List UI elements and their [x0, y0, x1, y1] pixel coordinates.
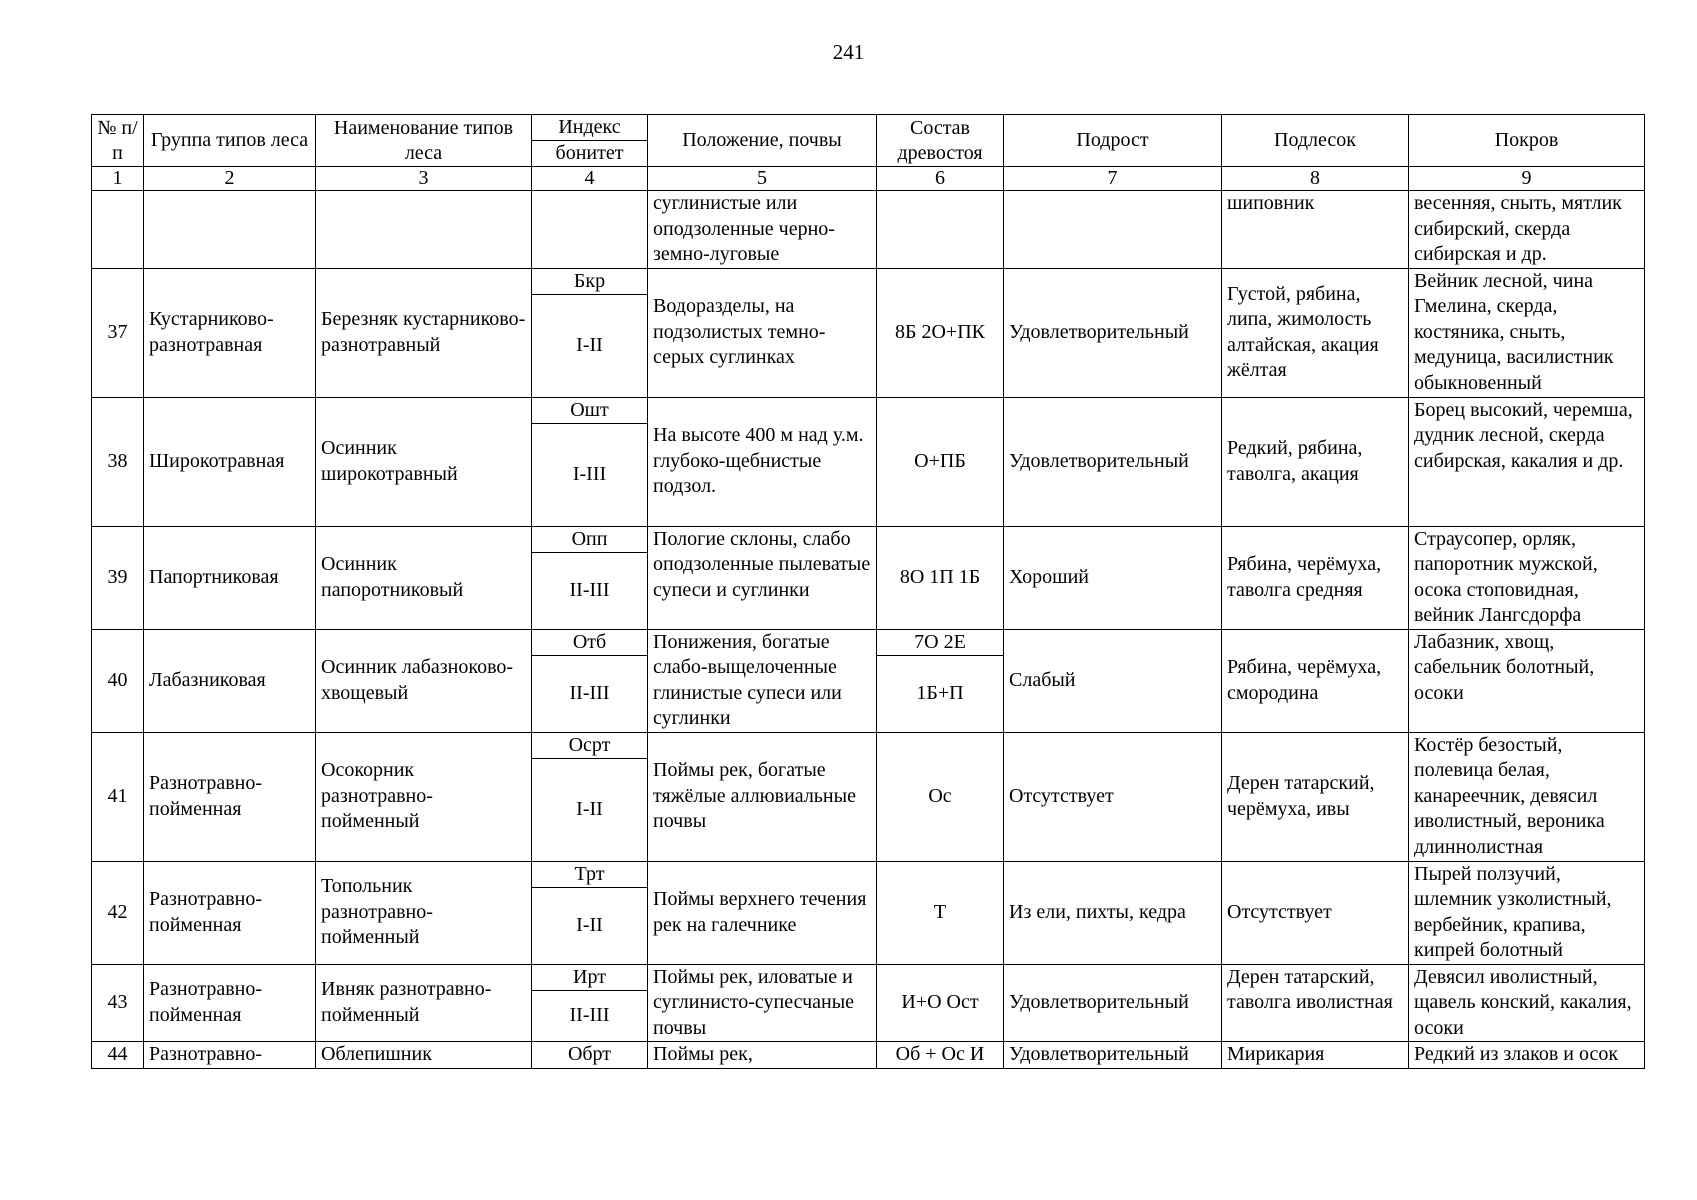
cell-name: Осинник лабазноково-хвощевый: [316, 629, 532, 732]
header-undergrowth: Подрост: [1004, 115, 1222, 167]
cell-index: [532, 191, 648, 269]
cell-cover: Пырей ползучий, шлемник узколистный, вербейник, крапива, кипрей болотный: [1409, 861, 1645, 964]
cell-index: Ошт: [532, 397, 648, 423]
cell-index: Бкр: [532, 268, 648, 294]
cell-composition: Об + Ос И: [877, 1042, 1004, 1069]
cell-name: Ивняк разнотравно-пойменный: [316, 964, 532, 1042]
cell-group: Разнотравно-: [144, 1042, 316, 1069]
cell-underbrush: Рябина, черёмуха, смородина: [1222, 629, 1409, 732]
cell-num: 38: [92, 397, 144, 526]
cell-underbrush: шиповник: [1222, 191, 1409, 269]
cell-num: 41: [92, 732, 144, 861]
table-row: [92, 964, 1645, 990]
cell-cover: Страусопер, орляк, папоротник мужской, осока стоповидная, вейник Лангсдорфа: [1409, 526, 1645, 629]
cell-index: Трт: [532, 861, 648, 887]
column-number: 3: [316, 167, 532, 191]
header-name: Наименование типов леса: [316, 115, 532, 167]
cell-group: Разнотравно-пойменная: [144, 732, 316, 861]
column-number: 5: [648, 167, 877, 191]
cell-undergrowth: Удовлетворительный: [1004, 397, 1222, 526]
cell-composition: Ос: [877, 732, 1004, 861]
cell-underbrush: Дерен татарский, таволга иволистная: [1222, 964, 1409, 1042]
header-index: Индекс: [532, 115, 648, 141]
cell-name: Облепишник: [316, 1042, 532, 1069]
cell-index: Осрт: [532, 732, 648, 758]
cell-cover: Борец высокий, черемша, дудник лесной, скерда сибирская, какалия и др.: [1409, 397, 1645, 526]
table-row: [92, 732, 1645, 758]
cell-underbrush: Густой, рябина, липа, жимолость алтайская, акация жёлтая: [1222, 268, 1409, 397]
column-number: 2: [144, 167, 316, 191]
cell-cover: Редкий из злаков и осок: [1409, 1042, 1645, 1069]
header-num: № п/п: [92, 115, 144, 167]
cell-undergrowth: Удовлетворительный: [1004, 1042, 1222, 1069]
cell-num: 39: [92, 526, 144, 629]
column-number: 4: [532, 167, 648, 191]
column-number: 9: [1409, 167, 1645, 191]
header-cover: Покров: [1409, 115, 1645, 167]
cell-underbrush: Дерен татарский, черёмуха, ивы: [1222, 732, 1409, 861]
cell-bonitet: II-III: [532, 552, 648, 629]
table-row: [92, 526, 1645, 552]
cell-bonitet: I-II: [532, 758, 648, 861]
cell-index: Обрт: [532, 1042, 648, 1069]
cell-position: Поймы рек, богатые тяжёлые аллювиальные почвы: [648, 732, 877, 861]
cell-position: На высоте 400 м над у.м. глубоко-щебнистые подзол.: [648, 397, 877, 526]
header-position: Положение, почвы: [648, 115, 877, 167]
cell-position: Поймы верхнего течения рек на галечнике: [648, 861, 877, 964]
cell-composition: 1Б+П: [877, 655, 1004, 732]
cell-undergrowth: Удовлетворительный: [1004, 268, 1222, 397]
cell-group: Широкотравная: [144, 397, 316, 526]
cell-num: [92, 191, 144, 269]
table-row: [92, 397, 1645, 423]
cell-position: Поймы рек, иловатые и суглинисто-супесчаные почвы: [648, 964, 877, 1042]
header-underbrush: Подлесок: [1222, 115, 1409, 167]
table-row: [92, 861, 1645, 887]
cell-composition: О+ПБ: [877, 397, 1004, 526]
page-number: 241: [832, 40, 865, 64]
cell-bonitet: II-III: [532, 655, 648, 732]
header-bonitet: бонитет: [532, 141, 648, 167]
cell-bonitet: I-II: [532, 294, 648, 397]
column-number: 6: [877, 167, 1004, 191]
cell-position: Пологие склоны, слабо оподзоленные пылеватые супеси и суглинки: [648, 526, 877, 629]
cell-underbrush: Мирикария: [1222, 1042, 1409, 1069]
cell-group: Лабазниковая: [144, 629, 316, 732]
cell-index: Ирт: [532, 964, 648, 990]
cell-group: Кустарниково-разнотравная: [144, 268, 316, 397]
cell-cover: Вейник лесной, чина Гмелина, скерда, костяника, сныть, медуница, василистник обыкновенный: [1409, 268, 1645, 397]
cell-composition: И+О Ост: [877, 964, 1004, 1042]
cell-num: 37: [92, 268, 144, 397]
cell-cover: весенняя, сныть, мятлик сибирский, скерда сибирская и др.: [1409, 191, 1645, 269]
cell-composition: Т: [877, 861, 1004, 964]
cell-cover: Девясил иволистный, щавель конский, какалия, осоки: [1409, 964, 1645, 1042]
cell-composition-top: 7О 2Е: [877, 629, 1004, 655]
cell-composition: 8Б 2О+ПК: [877, 268, 1004, 397]
cell-name: Осинник широкотравный: [316, 397, 532, 526]
cell-name: Осинник папоротниковый: [316, 526, 532, 629]
cell-position: Поймы рек,: [648, 1042, 877, 1069]
cell-undergrowth: Удовлетворительный: [1004, 964, 1222, 1042]
cell-composition: [877, 191, 1004, 269]
cell-name: Березняк кустарниково-разнотравный: [316, 268, 532, 397]
cell-name: [316, 191, 532, 269]
cell-underbrush: Редкий, рябина, таволга, акация: [1222, 397, 1409, 526]
cell-bonitet: I-II: [532, 887, 648, 964]
table-row: [92, 268, 1645, 294]
cell-cover: Костёр безостый, полевица белая, канареечник, девясил иволистный, вероника длиннолистная: [1409, 732, 1645, 861]
column-number: 7: [1004, 167, 1222, 191]
table-row: [92, 191, 1645, 269]
column-number: 1: [92, 167, 144, 191]
header-group: Группа типов леса: [144, 115, 316, 167]
cell-undergrowth: Слабый: [1004, 629, 1222, 732]
cell-position: Водоразделы, на подзолистых темно-серых суглинках: [648, 268, 877, 397]
cell-num: 40: [92, 629, 144, 732]
cell-position: Понижения, богатые слабо-выщелоченные глинистые супеси или суглинки: [648, 629, 877, 732]
header-composition: Состав древостоя: [877, 115, 1004, 167]
cell-underbrush: Рябина, черёмуха, таволга средняя: [1222, 526, 1409, 629]
table-row: [92, 1042, 1645, 1069]
table-row: [92, 629, 1645, 655]
cell-group: Разнотравно-пойменная: [144, 964, 316, 1042]
cell-group: [144, 191, 316, 269]
cell-bonitet: II-III: [532, 990, 648, 1041]
cell-num: 42: [92, 861, 144, 964]
cell-undergrowth: Из ели, пихты, кедра: [1004, 861, 1222, 964]
cell-num: 43: [92, 964, 144, 1042]
cell-num: 44: [92, 1042, 144, 1069]
cell-underbrush: Отсутствует: [1222, 861, 1409, 964]
cell-undergrowth: [1004, 191, 1222, 269]
cell-group: Папортниковая: [144, 526, 316, 629]
cell-composition: 8О 1П 1Б: [877, 526, 1004, 629]
column-number: 8: [1222, 167, 1409, 191]
cell-position: суглинистые или оподзоленные черно-земно-луговые: [648, 191, 877, 269]
cell-index: Опп: [532, 526, 648, 552]
cell-name: Осокорник разнотравно-пойменный: [316, 732, 532, 861]
cell-cover: Лабазник, хвощ, сабельник болотный, осоки: [1409, 629, 1645, 732]
cell-undergrowth: Хороший: [1004, 526, 1222, 629]
cell-undergrowth: Отсутствует: [1004, 732, 1222, 861]
cell-index: Отб: [532, 629, 648, 655]
cell-bonitet: I-III: [532, 423, 648, 526]
forest-types-table: [91, 114, 1645, 1069]
cell-name: Топольник разнотравно-пойменный: [316, 861, 532, 964]
cell-group: Разнотравно-пойменная: [144, 861, 316, 964]
